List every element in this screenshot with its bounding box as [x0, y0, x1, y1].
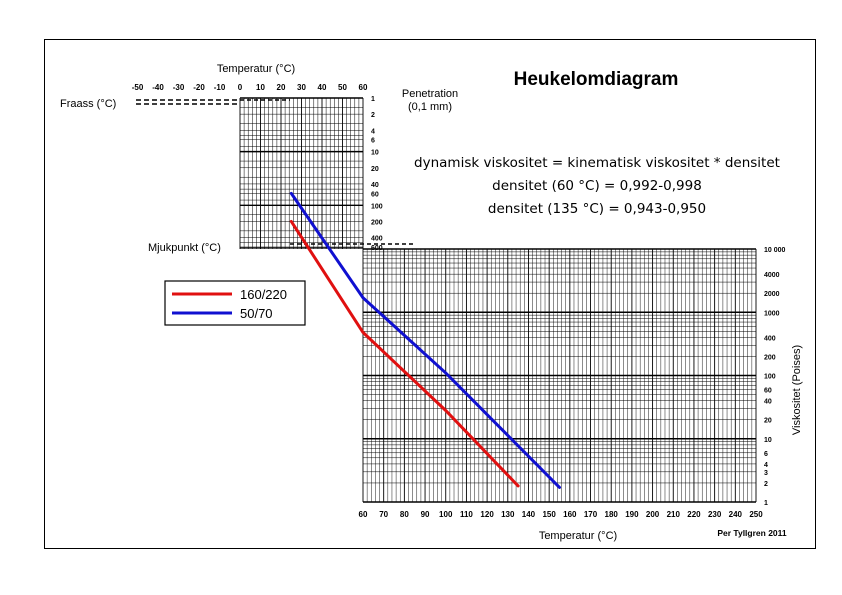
bottom-temperature-tick-label: 200	[645, 510, 660, 519]
penetration-tick-label: 2	[371, 112, 375, 120]
bottom-temperature-tick-label: 70	[379, 510, 389, 519]
top-temperature-tick-label: 10	[256, 83, 265, 92]
viscosity-tick-label: 400	[764, 335, 776, 343]
bottom-temperature-tick-label: 250	[749, 510, 763, 519]
bottom-temperature-tick-label: 170	[583, 510, 598, 519]
top-temperature-tick-label: 0	[237, 83, 243, 92]
penetration-tick-label: 6	[371, 137, 375, 145]
viscosity-tick-label: 20	[764, 417, 772, 425]
penetration-tick-label: 1	[371, 96, 375, 103]
viscosity-tick-label: 40	[764, 398, 772, 406]
top-temperature-tick-label: 30	[297, 83, 306, 92]
bottom-temperature-tick-label: 240	[728, 510, 742, 519]
bottom-temperature-tick-label: 110	[459, 510, 473, 519]
penetration-tick-label: 60	[371, 191, 379, 199]
bottom-temperature-tick-label: 90	[420, 510, 430, 519]
top-temperature-tick-label: 40	[317, 83, 327, 92]
viscosity-tick-label: 60	[764, 387, 772, 395]
credit-text: Per Tyllgren 2011	[717, 528, 787, 538]
viscosity-tick-label: 6	[764, 450, 768, 458]
penetration-tick-label: 10	[371, 149, 379, 157]
legend-label-50-70: 50/70	[240, 306, 273, 321]
bottom-temperature-tick-label: 120	[480, 510, 494, 519]
viscosity-tick-label: 4000	[764, 272, 780, 280]
top-axis-title: Temperatur (°C)	[216, 63, 296, 75]
info-line-1: dynamisk viskositet = kinematisk viskositet * densitet	[414, 155, 780, 171]
bottom-temperature-tick-label: 230	[707, 510, 722, 519]
bottom-temperature-tick-label: 150	[542, 510, 556, 519]
info-line-3: densitet (135 °C) = 0,943-0,950	[487, 201, 707, 217]
penetration-tick-label: 100	[371, 203, 383, 211]
mjukpunkt-label: Mjukpunkt (°C)	[148, 242, 221, 254]
fraass-label: Fraass (°C)	[60, 98, 117, 110]
penetration-tick-label: 200	[371, 219, 383, 227]
penetration-tick-label: 600	[371, 245, 383, 252]
viscosity-tick-label: 1	[764, 500, 768, 507]
top-temperature-tick-label: 60	[358, 83, 368, 92]
bottom-temperature-tick-label: 100	[439, 510, 453, 519]
viscosity-tick-label: 200	[764, 354, 776, 362]
viscosity-tick-label: 4	[764, 461, 768, 469]
top-temperature-tick-label: -30	[172, 83, 185, 92]
bottom-temperature-tick-label: 180	[604, 510, 618, 519]
penetration-label-1: Penetration	[401, 88, 459, 100]
viscosity-tick-label: 10 000	[764, 247, 786, 254]
top-temperature-tick-label: -40	[152, 83, 164, 92]
top-temperature-tick-label: 20	[276, 83, 286, 92]
top-temperature-tick-label: -20	[193, 83, 205, 92]
bottom-axis-title: Temperatur (°C)	[538, 530, 618, 542]
top-temperature-tick-label: 50	[338, 83, 347, 92]
bottom-temperature-tick-label: 220	[687, 510, 701, 519]
info-line-2: densitet (60 °C) = 0,992-0,998	[492, 178, 702, 194]
viscosity-tick-label: 10	[764, 436, 772, 444]
bottom-temperature-tick-label: 130	[501, 510, 515, 519]
penetration-label-2: (0,1 mm)	[408, 101, 452, 113]
viscosity-tick-label: 3	[764, 469, 768, 477]
viscosity-tick-label: 1000	[764, 310, 780, 318]
bottom-temperature-tick-label: 60	[358, 510, 368, 519]
bottom-temperature-tick-label: 160	[563, 510, 577, 519]
penetration-tick-label: 20	[371, 165, 379, 173]
chart-title: Heukelomdiagram	[513, 69, 679, 90]
top-temperature-tick-label: -10	[213, 83, 226, 92]
legend-label-160-220: 160/220	[240, 287, 287, 302]
bottom-temperature-tick-label: 140	[521, 510, 536, 519]
penetration-tick-label: 400	[371, 235, 383, 243]
legend-box	[165, 281, 305, 325]
bottom-temperature-tick-label: 210	[666, 510, 680, 519]
penetration-tick-label: 4	[371, 128, 375, 136]
penetration-tick-label: 40	[371, 181, 379, 189]
viscosity-tick-label: 100	[764, 373, 776, 381]
viscosity-axis-label: Viskositet (Poises)	[791, 344, 803, 436]
top-temperature-tick-label: -50	[131, 83, 144, 92]
viscosity-tick-label: 2000	[764, 291, 780, 299]
viscosity-tick-label: 2	[764, 480, 768, 488]
bottom-temperature-tick-label: 190	[625, 510, 639, 519]
bottom-temperature-tick-label: 80	[399, 510, 409, 519]
